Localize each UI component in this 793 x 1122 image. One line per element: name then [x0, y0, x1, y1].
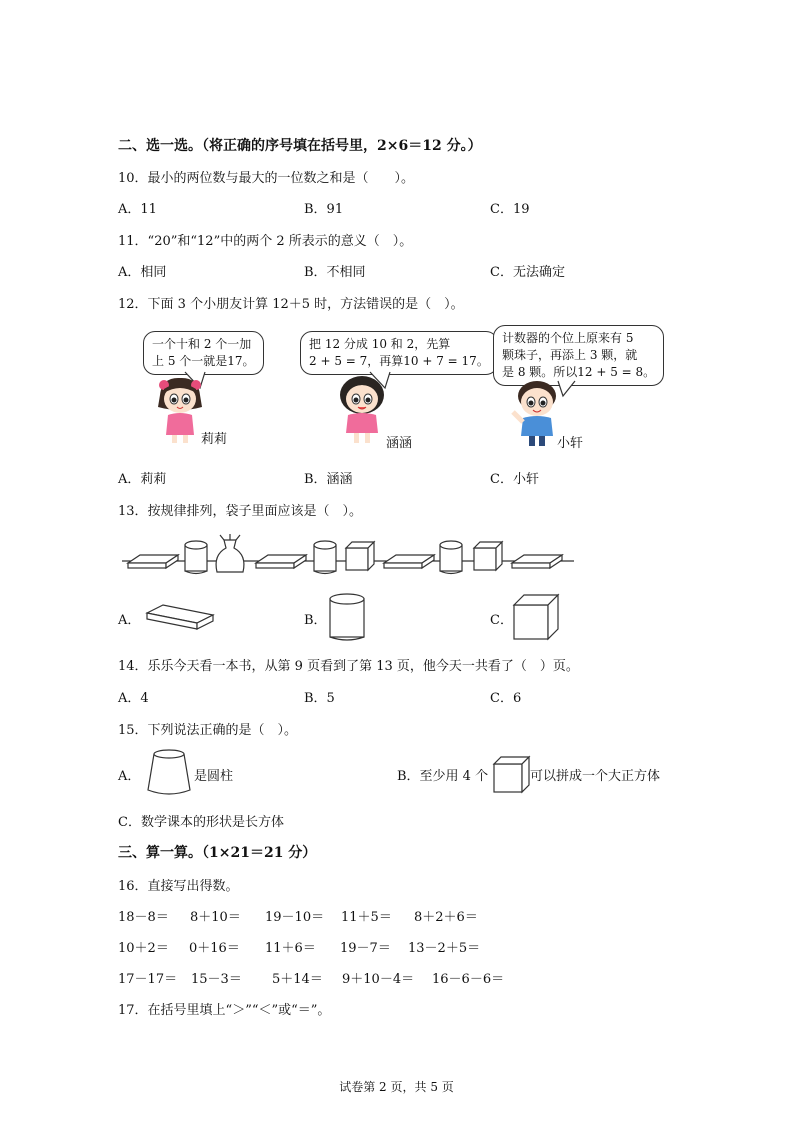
calc-item: 11＋6＝ [265, 941, 316, 956]
q12-option-c[interactable]: C．小轩 [490, 472, 539, 487]
bubble-line: 2 + 5 = 7，再算10 + 7 = 17。 [309, 354, 489, 368]
q17-stem: 17．在括号里填上“＞”“＜”或“＝”。 [118, 1003, 331, 1018]
q14-option-c[interactable]: C．6 [490, 691, 522, 706]
kid-name-hanhan: 涵涵 [386, 436, 413, 451]
q16-stem: 16．直接写出得数。 [118, 879, 239, 894]
cylinder-option-icon [328, 593, 368, 643]
q15-option-b[interactable]: B．至少用 4 个 [397, 769, 489, 784]
calc-item: 9＋10－4＝ [342, 972, 415, 987]
calc-item: 17－17＝ [118, 972, 178, 987]
section3-heading: 三、算一算。（1×21＝21 分） [118, 845, 317, 861]
q13-option-a[interactable]: A． [118, 613, 141, 628]
q11-option-a[interactable]: A．相同 [118, 265, 167, 280]
bubble-line: 把 12 分成 10 和 2，先算 [309, 337, 451, 351]
bubble-line: 颗珠子，再添上 3 颗，就 [502, 348, 638, 362]
q11-option-c[interactable]: C．无法确定 [490, 265, 565, 280]
calc-item: 10＋2＝ [118, 941, 169, 956]
q15-option-a-text: 是圆柱 [194, 769, 234, 784]
cube-shape-icon [346, 542, 374, 570]
speech-bubble-xiaoxuan [493, 325, 664, 386]
kid-name-xiaoxuan: 小轩 [557, 436, 584, 451]
calc-item: 15－3＝ [191, 972, 242, 987]
frustum-icon [146, 748, 192, 798]
q13-stem: 13．按规律排列，袋子里面应该是（ ）。 [118, 504, 363, 519]
calc-item: 18－8＝ [118, 910, 169, 925]
calc-item: 5＋14＝ [272, 972, 323, 987]
q15-option-c[interactable]: C．数学课本的形状是长方体 [118, 815, 284, 830]
section2-heading: 二、选一选。（将正确的序号填在括号里，2×6＝12 分。） [118, 138, 482, 154]
q11-stem: 11．“20”和“12”中的两个 2 所表示的意义（ ）。 [118, 234, 413, 249]
q14-stem: 14．乐乐今天看一本书，从第 9 页看到了第 13 页，他今天一共看了（ ）页。 [118, 659, 579, 674]
slab-option-icon [145, 603, 215, 633]
q12-option-a[interactable]: A．莉莉 [118, 472, 167, 487]
bubble-line: 上 5 个一就是17。 [152, 354, 255, 368]
calc-item: 0＋16＝ [189, 941, 240, 956]
slab-shape-icon [128, 555, 178, 568]
bubble-line: 计数器的个位上原来有 5 [502, 331, 634, 345]
calc-item: 8＋10＝ [190, 910, 241, 925]
q15-option-b-text: 可以拼成一个大正方体 [530, 769, 661, 784]
q14-option-a[interactable]: A．4 [118, 691, 149, 706]
speech-bubble-hanhan [300, 331, 498, 375]
bubble-line: 一个十和 2 个一加 [152, 337, 252, 351]
calc-item: 19－7＝ [340, 941, 391, 956]
speech-bubble-lili [143, 331, 264, 375]
calc-item: 16－6－6＝ [432, 972, 505, 987]
calc-item: 8＋2＋6＝ [414, 910, 478, 925]
page-footer: 试卷第 2 页，共 5 页 [339, 1080, 454, 1094]
cylinder-shape-icon [185, 541, 207, 574]
kid-name-lili: 莉莉 [201, 432, 228, 447]
calc-item: 19－10＝ [265, 910, 325, 925]
q10-option-c[interactable]: C．19 [490, 202, 530, 217]
q13-option-b[interactable]: B． [304, 613, 327, 628]
q15-stem: 15．下列说法正确的是（ ）。 [118, 723, 298, 738]
bubble-line: 是 8 颗。所以12 + 5 = 8。 [502, 365, 656, 379]
q14-option-b[interactable]: B．5 [304, 691, 335, 706]
q10-stem: 10．最小的两位数与最大的一位数之和是（ ）。 [118, 171, 415, 186]
small-cube-icon [492, 755, 532, 795]
q10-option-a[interactable]: A．11 [118, 202, 157, 217]
bag-icon [216, 534, 244, 572]
girl-hanhan-icon [332, 375, 392, 445]
calc-item: 13－2＋5＝ [408, 941, 481, 956]
q12-option-b[interactable]: B．涵涵 [304, 472, 353, 487]
cube-option-icon [512, 593, 562, 643]
q12-stem: 12．下面 3 个小朋友计算 12＋5 时，方法错误的是（ ）。 [118, 297, 464, 312]
q10-option-b[interactable]: B．91 [304, 202, 344, 217]
q13-option-c[interactable]: C． [490, 613, 513, 628]
calc-item: 11＋5＝ [341, 910, 392, 925]
q15-option-a[interactable]: A． [118, 769, 141, 784]
q11-option-b[interactable]: B．不相同 [304, 265, 366, 280]
